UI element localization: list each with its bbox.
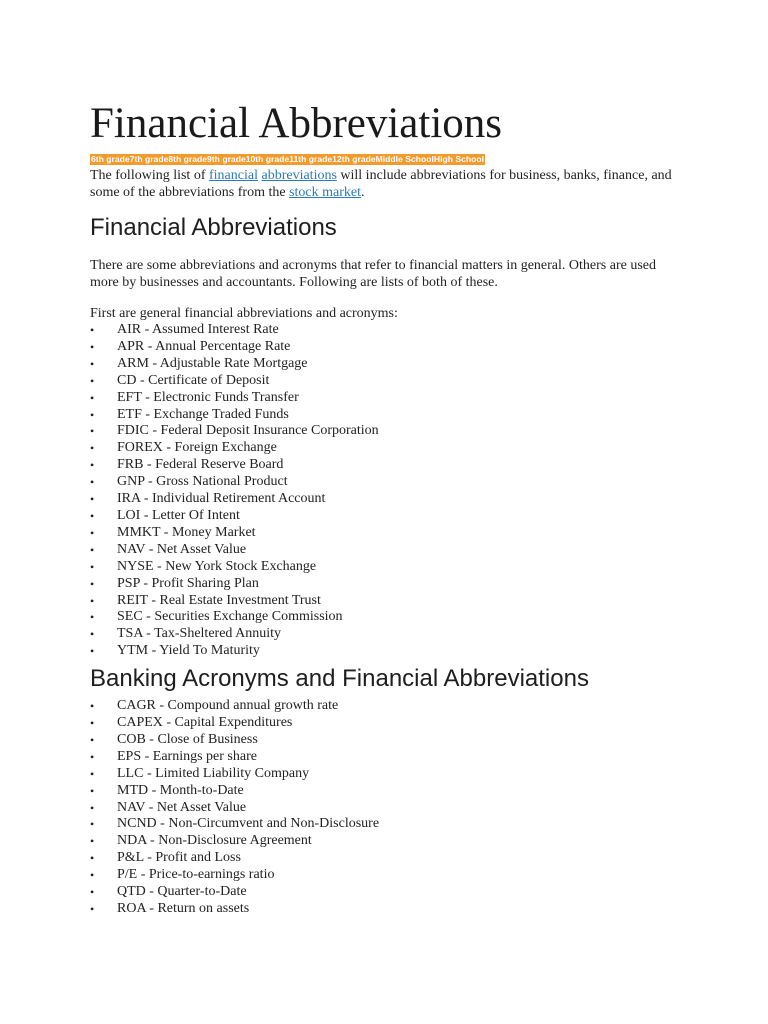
list-item-text: YTM - Yield To Maturity bbox=[117, 643, 260, 659]
bullet-icon: • bbox=[90, 610, 95, 625]
list-intro-paragraph: First are general financial abbreviations and acronyms: bbox=[90, 306, 398, 321]
list-item-text: MTD - Month-to-Date bbox=[117, 782, 244, 798]
list-item bbox=[90, 491, 690, 508]
list-item bbox=[90, 715, 690, 732]
list-item bbox=[90, 766, 690, 783]
list-item-text: PSP - Profit Sharing Plan bbox=[117, 575, 259, 591]
list-item-text: TSA - Tax-Sheltered Annuity bbox=[117, 626, 282, 642]
bullet-icon: • bbox=[90, 627, 95, 642]
list-item-text: CAGR - Compound annual growth rate bbox=[117, 698, 339, 714]
list-item-text: EPS - Earnings per share bbox=[117, 748, 257, 764]
list-item-text: LLC - Limited Liability Company bbox=[117, 765, 310, 781]
list-item bbox=[90, 356, 690, 373]
list-item bbox=[90, 609, 690, 626]
list-item bbox=[90, 643, 690, 660]
list-item bbox=[90, 783, 690, 800]
bullet-icon: • bbox=[90, 817, 95, 832]
list-item bbox=[90, 850, 690, 867]
intro-text-before: The following list of bbox=[90, 168, 209, 183]
bullet-icon: • bbox=[90, 644, 95, 659]
list-item-text: ARM - Adjustable Rate Mortgage bbox=[117, 355, 308, 371]
intro-paragraph bbox=[90, 167, 675, 201]
list-item-text: NYSE - New York Stock Exchange bbox=[117, 558, 317, 574]
list-item bbox=[90, 698, 690, 715]
list-item bbox=[90, 525, 690, 542]
list-item-text: FDIC - Federal Deposit Insurance Corporation bbox=[117, 423, 379, 439]
bullet-icon: • bbox=[90, 716, 95, 731]
bullet-icon: • bbox=[90, 559, 95, 574]
bullet-icon: • bbox=[90, 441, 95, 456]
bullet-icon: • bbox=[90, 458, 95, 473]
page-title: Financial Abbreviations bbox=[90, 100, 503, 147]
list-item bbox=[90, 576, 690, 593]
list-item bbox=[90, 559, 690, 576]
list-item bbox=[90, 542, 690, 559]
list-item bbox=[90, 390, 690, 407]
list-item-text: GNP - Gross National Product bbox=[117, 474, 288, 490]
list-item bbox=[90, 593, 690, 610]
bullet-icon: • bbox=[90, 800, 95, 815]
bullet-icon: • bbox=[90, 492, 95, 507]
list-item bbox=[90, 833, 690, 850]
list-item-text: NAV - Net Asset Value bbox=[117, 541, 247, 557]
bullet-icon: • bbox=[90, 424, 95, 439]
list-item bbox=[90, 749, 690, 766]
bullet-icon: • bbox=[90, 390, 95, 405]
list-item-text: NAV - Net Asset Value bbox=[117, 799, 247, 815]
list-item-text: SEC - Securities Exchange Commission bbox=[117, 609, 343, 625]
bullet-icon: • bbox=[90, 373, 95, 388]
list-item bbox=[90, 474, 690, 491]
list-item-text: APR - Annual Percentage Rate bbox=[117, 338, 291, 354]
general-abbreviations-list bbox=[90, 322, 690, 660]
list-item bbox=[90, 884, 690, 901]
bullet-icon: • bbox=[90, 868, 95, 883]
intro-text-after: . bbox=[360, 185, 365, 200]
bullet-icon: • bbox=[90, 339, 95, 354]
list-item bbox=[90, 732, 690, 749]
bullet-icon: • bbox=[90, 766, 95, 781]
list-item-text: NDA - Non-Disclosure Agreement bbox=[117, 833, 312, 849]
bullet-icon: • bbox=[90, 749, 95, 764]
grade-level-tags[interactable]: 6th grade7th grade8th grade9th grade10th grade11th grade12th gradeMiddle SchoolHigh School bbox=[91, 154, 485, 164]
list-item bbox=[90, 867, 690, 884]
bullet-icon: • bbox=[90, 834, 95, 849]
list-item bbox=[90, 423, 690, 440]
list-item-text: CAPEX - Capital Expenditures bbox=[117, 715, 293, 731]
list-item-text: P&L - Profit and Loss bbox=[117, 850, 241, 866]
list-item bbox=[90, 322, 690, 339]
list-item bbox=[90, 407, 690, 424]
list-item-text: ETF - Exchange Traded Funds bbox=[117, 406, 289, 422]
bullet-icon: • bbox=[90, 475, 95, 490]
list-item bbox=[90, 457, 690, 474]
banking-abbreviations-list bbox=[90, 698, 690, 918]
list-item-text: MMKT - Money Market bbox=[117, 524, 256, 540]
bullet-icon: • bbox=[90, 323, 95, 337]
list-item-text: REIT - Real Estate Investment Trust bbox=[117, 592, 321, 608]
list-item bbox=[90, 339, 690, 356]
bullet-icon: • bbox=[90, 783, 95, 798]
stock-market-link[interactable]: stock market bbox=[289, 185, 361, 200]
list-item-text: COB - Close of Business bbox=[117, 731, 258, 747]
section-intro-paragraph: There are some abbreviations and acronyms that refer to financial matters in general. Others are used more by businesses and accountants. Following are lists of both of these. bbox=[90, 258, 656, 290]
list-item-text: EFT - Electronic Funds Transfer bbox=[117, 389, 299, 405]
list-item bbox=[90, 626, 690, 643]
financial-link[interactable]: financial bbox=[209, 168, 258, 183]
bullet-icon: • bbox=[90, 902, 95, 916]
list-item bbox=[90, 508, 690, 525]
bullet-icon: • bbox=[90, 525, 95, 540]
bullet-icon: • bbox=[90, 407, 95, 422]
list-item-text: IRA - Individual Retirement Account bbox=[117, 491, 326, 507]
list-item bbox=[90, 440, 690, 457]
list-item-text: AIR - Assumed Interest Rate bbox=[117, 322, 279, 337]
list-item-text: FRB - Federal Reserve Board bbox=[117, 457, 284, 473]
bullet-icon: • bbox=[90, 356, 95, 371]
list-item-text: QTD - Quarter-to-Date bbox=[117, 884, 247, 900]
bullet-icon: • bbox=[90, 508, 95, 523]
list-item bbox=[90, 816, 690, 833]
document-page bbox=[90, 0, 690, 918]
abbreviations-link[interactable]: abbreviations bbox=[261, 168, 337, 183]
intro-text-middle: will include abbreviations for business, banks, finance, and some of the abbreviations from the bbox=[90, 168, 672, 200]
list-item-text: LOI - Letter Of Intent bbox=[117, 507, 240, 523]
list-item-text: CD - Certificate of Deposit bbox=[117, 372, 270, 388]
bullet-icon: • bbox=[90, 732, 95, 747]
section-heading-financial-abbreviations: Financial Abbreviations bbox=[90, 214, 337, 241]
bullet-icon: • bbox=[90, 542, 95, 557]
list-item bbox=[90, 800, 690, 817]
list-item-text: FOREX - Foreign Exchange bbox=[117, 440, 277, 456]
bullet-icon: • bbox=[90, 699, 95, 714]
list-item-text: NCND - Non-Circumvent and Non-Disclosure bbox=[117, 816, 380, 832]
bullet-icon: • bbox=[90, 593, 95, 608]
list-item-text: ROA - Return on assets bbox=[117, 901, 250, 916]
list-item-text: P/E - Price-to-earnings ratio bbox=[117, 867, 275, 883]
list-item bbox=[90, 373, 690, 390]
bullet-icon: • bbox=[90, 885, 95, 900]
bullet-icon: • bbox=[90, 851, 95, 866]
section-heading-banking-acronyms: Banking Acronyms and Financial Abbreviations bbox=[90, 665, 589, 693]
bullet-icon: • bbox=[90, 576, 95, 591]
list-item bbox=[90, 901, 690, 918]
